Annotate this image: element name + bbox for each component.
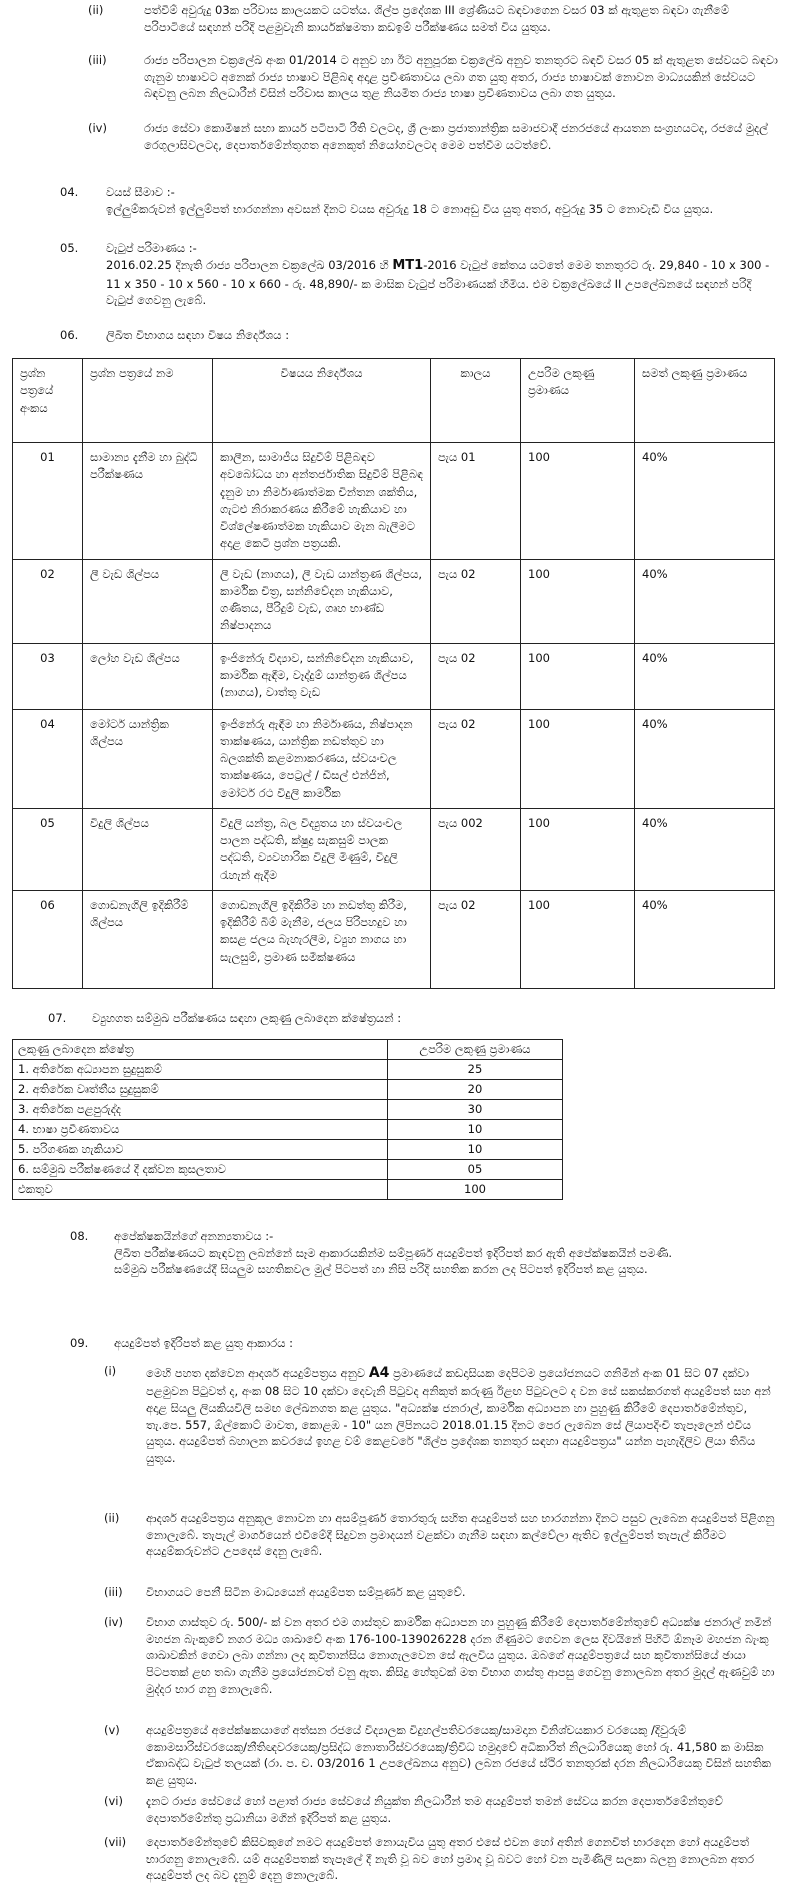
- marks-field: 5. පරිගණක හැකියාව: [13, 1139, 388, 1159]
- table-row: [13, 443, 775, 560]
- section-04-number: 04.: [60, 185, 79, 199]
- table-row: [13, 643, 775, 709]
- header-paper-name: ප්‍රශ්න පත්‍රයේ නම: [83, 359, 213, 443]
- marks-value: 20: [388, 1079, 563, 1099]
- item-ii-number: (ii): [88, 3, 104, 17]
- paper-size-a4: A4: [368, 1365, 390, 1381]
- paper-syllabus: ඉංජිනේරු විද්‍යාව, සන්නිවේදන හැකියාව, කාර්මික ඇඳීම, වෑද්දුම් යාන්ත්‍රණ ශිල්පය (නාගය), වාත්තු වැඩ: [213, 643, 431, 709]
- salary-code: MT1: [392, 257, 424, 273]
- interview-marks-table: [12, 1039, 563, 1200]
- table-row: [13, 1119, 563, 1139]
- sec9-item-ii-number: (ii): [104, 1511, 120, 1525]
- paper-name: ගොඩනැගිලි ඉදිකිරීම් ශිල්පය: [83, 890, 213, 988]
- item-iii-text: රාජ්‍ය පරිපාලන චක්‍රලේඛ අංක 01/2014 ට අනුව හා ඊට අනුපූරක චක්‍රලේඛ අනුව තනතුරට බඳවී වසර 05 ක් ඇතුළත සේවයට බඳවා ගැනුම භාෂාවට අනෙක් රාජ්‍ය භාෂාව පිළිබඳ අදාළ ප්‍රවීණතාවය ලබා ගත යුතු අතර, රාජ්‍ය භාෂාවක් නොවන මාධ්‍යයකින් සේවයට බඳවනු ලබන නිලධාරීන් විසින් පරිවාස කාලය තුළ නියමිත රාජ්‍ය භාෂා ප්‍රවීණතාවය ලබා ගත යුතුය.: [144, 53, 778, 101]
- sec9-item-vii-number: (vii): [104, 1835, 127, 1849]
- table-row: [13, 709, 775, 808]
- paper-time: පැය 02: [431, 559, 521, 643]
- paper-syllabus: කාලීන, සාමාජීය සිදුවීම් පිළිබඳව අවබෝධය හා අන්තර්ජාතික සිදුවීම් පිළිබඳ දැනුම හා නිර්මාණාත්මක චින්තන ශක්තිය, ගැටළු නිරාකරණය කිරීමේ හැකියාව හා විශ්ලේෂණාත්මක හැකියාව මැන බැලීමට අදාළ කෙටි ප්‍රශ්න පත්‍රයකි.: [213, 443, 431, 560]
- paper-pass-marks: 40%: [635, 643, 775, 709]
- sec9-item-vii-text: දෙපාර්තමේන්තුවේ කිසිවකුගේ නමට අයදුම්පත් නොයැවිය යුතු අතර එසේ එවන හෝ අතින් ගෙනවිත් භාරදෙන හෝ අයදුම්පත් භාරගනු නොලැබේ. යම් අයදුම්පතක් තැපෑලේ දී නැති වූ බව හෝ ප්‍රමාද වූ බවට හෝ වන පැමිණිලි සලකා බලනු නොලබන අතර අයදුම්පත් ලද බව දැනුම් දෙනු නොලැබේ.: [146, 1835, 755, 1883]
- sec9-item-i-number: (i): [104, 1364, 117, 1378]
- section-05-number: 05.: [60, 241, 79, 255]
- marks-value: 10: [388, 1119, 563, 1139]
- paper-pass-marks: 40%: [635, 709, 775, 808]
- section-09-number: 09.: [70, 1336, 89, 1350]
- paper-time: පැය 02: [431, 643, 521, 709]
- sec9-item-i-post: ප්‍රමාණයේ කඩදාසියක දෙපිටම ප්‍රයෝජනයට ගනිමින් අංක 01 සිට 07 දක්වා පළමුවන පිටුවත් ද, අංක 08 සිට 10 දක්වා දෙවැනි පිටුවද අනිකුත් කරුණු ඊළඟ පිටුවලට ද වන සේ සකස්කරගත් අයදුම්පත් සහ අන් අදාළ සියලු ලියකියවිලි සමඟ ලේඛනගත කළ යුතුය. "අධ්‍යක්ෂ ජනරාල්, කාර්මික අධ්‍යාපන හා පුහුණු කිරීමේ දෙපාර්තමේන්තුව, තැ.පෙ. 557, ඕල්කොට් මාවත, කොළඹ - 10" යන ලිපිනයට 2018.01.15 දිනට පෙර ලැබෙන සේ ලියාපදිංචි තැපෑලෙන් එවිය යුතුය. අයදුම්පත් බහාලන කවරයේ ඉහළ වම් කෙළවරේ "ශිල්ප ප්‍රදේශක තනතුර සඳහා අයදුම්පත්‍රය" යන්න පැහැදිලිව ලියා තිබිය යුතුය.: [146, 1366, 771, 1465]
- section-05-body-post: -2016 වැටුප් කේතය යටතේ මෙම තනතුරට රු. 29,840 - 10 x 300 - 11 x 350 - 10 x 560 - 10 x 660 - රු. 48,890/- ක මාසික වැටුප් පරිමාණයක් හිමිය. එම චක්‍රලේඛයේ II උපලේඛනයේ සඳහන් පරිදි වැටුප් ගෙවනු ලැබේ.: [106, 257, 770, 308]
- table-row: [13, 1059, 563, 1079]
- header-pass-marks: සමත් ලකුණු ප්‍රමාණය: [635, 359, 775, 443]
- paper-pass-marks: 40%: [635, 890, 775, 988]
- paper-max-marks: 100: [521, 643, 635, 709]
- paper-number: 02: [13, 559, 83, 643]
- header-syllabus: විෂයය නිර්දේශය: [213, 359, 431, 443]
- section-08-number: 08.: [70, 1229, 89, 1243]
- table-row: [13, 1099, 563, 1119]
- marks-total-label: එකතුව: [13, 1179, 388, 1199]
- marks-field: 3. අතිරේක පළපුරුද්ද: [13, 1099, 388, 1119]
- section-06-title: ලිඛිත විභාගය සඳහා විෂය නිර්දේශය :: [106, 328, 290, 342]
- marks-total-value: 100: [388, 1179, 563, 1199]
- item-iv-text: රාජ්‍ය සේවා කොමිෂන් සභා කාර්ය පටිපාටි රීති වලටද, ශ්‍රී ලංකා ප්‍රජාතාන්ත්‍රික සමාජවාදී ජනරජයේ ආයතන සංග්‍රහයටද, රජයේ මුදල් රෙගුලාසිවලටද, දෙපාර්තමේන්තුගත අනෙකුත් නියෝගවලටද මෙම පත්වීම යටත්වේ.: [144, 121, 768, 152]
- table-row: [13, 1139, 563, 1159]
- paper-time: පැය 01: [431, 443, 521, 560]
- exam-syllabus-table: [12, 358, 775, 989]
- paper-max-marks: 100: [521, 890, 635, 988]
- paper-syllabus: ඉංජිනේරු ඇඳීම හා නිර්මාණය, නිෂ්පාදන තාක්ෂණය, යාන්ත්‍රික නඩත්තුව හා බලශක්ති කළමනාකරණය, ස්වයංචල තාක්ෂණය, පෙට්‍රල් / ඩීසල් එන්ජින්, මෝටර් රථ විදුලි කාර්මික: [213, 709, 431, 808]
- paper-syllabus: ලී වැඩ (නාගය), ලී වැඩ යාන්ත්‍රණ ශිල්පය, කාර්මික චිත්‍ර, සන්නිවේදන හැකියාව, ගණිතය, පීරිදුම් වැඩ, ගෘහ භාණ්ඩ නිෂ්පාදනය: [213, 559, 431, 643]
- section-08-body1: ලිඛිත පරීක්ෂණයට කැඳවනු ලබන්නේ සෑම ආකාරයකින්ම සම්පූර්ණ අයදුම්පත් ඉදිරිපත් කර ඇති අපේක්ෂකයින් පමණි.: [114, 1245, 673, 1260]
- marks-field: 2. අතිරේක වෘත්තීය සුදුසුකම්: [13, 1079, 388, 1099]
- paper-number: 05: [13, 808, 83, 890]
- marks-total-row: [13, 1179, 563, 1199]
- section-09-title: අයදුම්පත් ඉදිරිපත් කළ යුතු ආකාරය :: [114, 1336, 294, 1350]
- marks-value: 05: [388, 1159, 563, 1179]
- paper-syllabus: විදුලි යන්ත්‍ර, බල විද්‍යුතය හා ස්වයංචල පාලන පද්ධති, ක්ෂුද්‍ර සැකසුම් පාලක පද්ධති, ව්‍යවහාරික විදුලි මිණුම්, විදුලි රැහැන් ඇදීම: [213, 808, 431, 890]
- sec9-item-i-text: [146, 1363, 780, 1467]
- marks-field: 4. භාෂා ප්‍රවීණතාවය: [13, 1119, 388, 1139]
- paper-number: 01: [13, 443, 83, 560]
- table-row: [13, 559, 775, 643]
- sec9-item-iii-text: විභාගයට පෙනී සිටින මාධ්‍යයෙන් අයදුම්පත සම්පූර්ණ කළ යුතුවේ.: [146, 1585, 466, 1599]
- table-row: [13, 1079, 563, 1099]
- section-05-body: [106, 257, 782, 309]
- paper-name: ලෝහ වැඩ ශිල්පය: [83, 643, 213, 709]
- paper-name: සාමාන්‍ය දැනීම හා බුද්ධි පරීක්ෂණය: [83, 443, 213, 560]
- paper-pass-marks: 40%: [635, 559, 775, 643]
- marks-table-header-row: [13, 1040, 563, 1060]
- table-row: [13, 808, 775, 890]
- sec9-item-iii-number: (iii): [104, 1585, 123, 1599]
- section-06-number: 06.: [60, 328, 79, 342]
- item-iii-number: (iii): [88, 53, 107, 67]
- sec9-item-iv-text: විභාග ගාස්තුව රු. 500/- ක් වන අතර එම ගාස්තුව කාර්මික අධ්‍යාපන හා පුහුණු කිරීමේ දෙපාර්තමේන්තුවේ අධ්‍යක්ෂ ජනරාල් නමින් මහජන බැංකුවේ නගර මධ්‍ය ශාඛාවේ අංක 176-100-139026228 දරන ගිණුමට ගෙවන ලෙස දිවයිනේ පිහිටි ඕනෑම මහජන බැංකු ශාඛාවකින් ගෙවා ලබා ගන්නා ලද කුවිතාන්සිය නොගැලවෙන සේ ඇලවිය යුතුය. ඔබගේ අයදුම්පත්‍රයේ සහ කුවිතාන්සියේ ඡායා පිටපතක් ළඟ තබා ගැනීම ප්‍රයෝජනවත් වනු ඇත. කිසිදු හේතුවක් මත විභාග ගාස්තු ආපසු ගෙවනු නොලබන අතර මුදල් ඇණවුම් හා මුද්දර භාර ගනු නොලැබේ.: [146, 1615, 775, 1696]
- paper-time: පැය 02: [431, 890, 521, 988]
- sec9-item-vi-text: දැනට රාජ්‍ය සේවයේ හෝ පළාත් රාජ්‍ය සේවයේ නියුක්ත නිලධාරීන් තම අයදුම්පත් තමන් සේවය කරන දෙපාර්තමේන්තුවේ දෙපාර්තමේන්තු ප්‍රධානියා මගින් ඉදිරිපත් කළ යුතුය.: [146, 1794, 723, 1825]
- item-ii-text: පත්වීම් අවුරුදු 03ක පරිවාස කාලයකට යටත්ය. ශිල්ප ප්‍රදේශක III ශ්‍රේණියට බඳවාගෙන වසර 03 ක් ඇතුළත බඳවා ගැනීමේ පරිපාටියේ සඳහන් පරිදි පළමුවැනි කාර්යක්ෂමතා කඩඉම් පරීක්ෂණය සමත් විය යුතුය.: [144, 3, 729, 34]
- section-04: [106, 184, 782, 217]
- section-08-body2: සම්මුඛ පරීක්ෂණයේදී සියලුම සහතිකවල මුල් පිටපත් හා නිසි පරිදි සහතික කරන ලද පිටපත් ඉදිරිපත් කළ යුතුය.: [114, 1262, 648, 1277]
- paper-name: ලී වැඩ ශිල්පය: [83, 559, 213, 643]
- section-05-body-pre: 2016.02.25 දිනැති රාජ්‍ය පරිපාලන චක්‍රලේඛ 03/2016 හි: [106, 257, 393, 272]
- sec9-item-v-number: (v): [104, 1723, 120, 1737]
- sec9-item-ii-text: ආදර්ශ අයදුම්පත්‍රය අනුකූල නොවන හා අසම්පූර්ණ තොරතුරු සහිත අයදුම්පත් සහ භාරගන්නා දිනට පසුව ලැබෙන අයදුම්පත් පිළිගනු නොලැබේ. තැපැල් මාර්ගයෙන් එවීමේදී සිදුවන ප්‍රමාදයන් වළක්වා ගැනීම සඳහා කල්වේලා ඇතිව ඉල්ලුම්පත් තැපැල් කිරීමට අයදුම්කරුවන්ට උපදෙස් දෙනු ලැබේ.: [146, 1511, 775, 1559]
- header-max-marks: උපරිම ලකුණු ප්‍රමාණය: [388, 1040, 563, 1060]
- header-max-marks: උපරිම ලකුණු ප්‍රමාණය: [521, 359, 635, 443]
- paper-name: විදුලි ශිල්පය: [83, 808, 213, 890]
- paper-syllabus: ගොඩනැගිලි ඉදිකිරීම හා නඩත්තු කිරීම, ඉදිකිරීම් බිම් මැනීම, ජලය පිරිපහදුව හා කසළ ජලය බැහැරලීම, ව්‍යුහ නාගය හා සැලසුම්, ප්‍රමාණ සමීක්ෂණය: [213, 890, 431, 988]
- paper-number: 03: [13, 643, 83, 709]
- header-paper-number: ප්‍රශ්න පත්‍රයේ අංකය: [13, 359, 83, 443]
- exam-table-header-row: [13, 359, 775, 443]
- section-05: [106, 240, 782, 309]
- section-07-number: 07.: [48, 1011, 67, 1025]
- sec9-item-i-pre: මෙහි පහත දක්වෙන ආදර්ශ අයදුම්පත්‍රය අනුව: [146, 1366, 369, 1380]
- paper-max-marks: 100: [521, 709, 635, 808]
- section-08: [114, 1228, 780, 1278]
- section-04-title: වයස් සීමාව :-: [106, 185, 175, 199]
- paper-pass-marks: 40%: [635, 808, 775, 890]
- paper-max-marks: 100: [521, 559, 635, 643]
- table-row: [13, 890, 775, 988]
- paper-name: මෝටර් යාන්ත්‍රික ශිල්පය: [83, 709, 213, 808]
- paper-number: 06: [13, 890, 83, 988]
- table-row: [13, 1159, 563, 1179]
- item-iv-number: (iv): [88, 121, 107, 135]
- marks-value: 25: [388, 1059, 563, 1079]
- sec9-item-iv-number: (iv): [104, 1615, 123, 1629]
- marks-value: 10: [388, 1139, 563, 1159]
- header-field: ලකුණු ලබාදෙන ක්ෂේත්‍ර: [13, 1040, 388, 1060]
- sec9-item-v-text: අයදුම්පත්‍රයේ අපේක්ෂකයාගේ අත්සන රජයේ විද්‍යාලක විදුහල්පතිවරයෙකු/සාමදාන විනිශ්චයකාර වරයෙකු /දිවුරුම් කොමසාරිස්වරයෙකු/නීතිඥවරයෙකු/ප්‍රසිද්ධ නොතාරිස්වරයෙකු/ත්‍රිවිධ හමුදාවේ අධිකාරිත් නිලධාරියෙකු හෝ රු. 41,580 ක මාසික ඒකාබද්ධ වැටුප් තලයක් (රා. ප. ච. 03/2016 1 උපලේඛනය අනුව) ලබන රජයේ ස්ථිර තනතුරක් දරන නිලධාරියෙකු විසින් සහතික කළ යුතුය.: [146, 1723, 771, 1788]
- paper-max-marks: 100: [521, 443, 635, 560]
- section-07-title: ව්‍යුහගත සම්මුඛ පරීක්ෂණය සඳහා ලකුණු ලබාදෙන ක්ෂේත්‍රයන් :: [92, 1011, 402, 1025]
- marks-field: 1. අතිරේක අධ්‍යාපන සුදුසුකම්: [13, 1059, 388, 1079]
- section-08-title: අපේක්ෂකයින්ගේ අනන්‍යතාවය :-: [114, 1229, 274, 1243]
- section-04-body: ඉල්ලුම්කරුවන් ඉල්ලුම්පත් භාරගන්නා අවසන් දිනට වයස අවුරුදු 18 ට නොඅඩු විය යුතු අතර, අවුරුදු 35 ට නොවැඩි විය යුතුය.: [106, 201, 714, 216]
- paper-pass-marks: 40%: [635, 443, 775, 560]
- paper-time: පැය 02: [431, 709, 521, 808]
- paper-number: 04: [13, 709, 83, 808]
- marks-field: 6. සම්මුඛ පරීක්ෂණයේ දී දක්වන කුසලතාව: [13, 1159, 388, 1179]
- sec9-item-vi-number: (vi): [104, 1794, 123, 1808]
- paper-time: පැය 002: [431, 808, 521, 890]
- marks-value: 30: [388, 1099, 563, 1119]
- paper-max-marks: 100: [521, 808, 635, 890]
- header-time: කාලය: [431, 359, 521, 443]
- section-05-title: වැටුප් පරිමාණය :-: [106, 241, 197, 255]
